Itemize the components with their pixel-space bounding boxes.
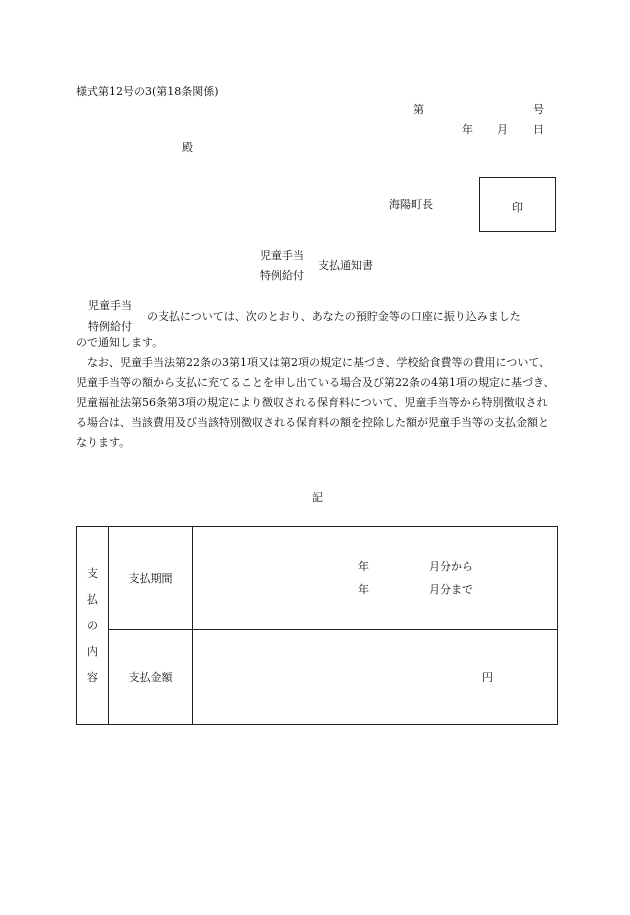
group-char: の xyxy=(87,618,98,632)
amount-value-cell xyxy=(193,630,558,725)
group-char: 払 xyxy=(87,592,98,606)
body-paragraph-2: なお、児童手当法第22条の3第1項又は第2項の規定に基づき、学校給食費等の費用について、児童手当等の額から支払に充てることを申し出ている場合及び第22条の4第1項の規定に基づき、児童福祉法第56条第3項の規定により徴収される保育料について、児童手当等から特別徴収される場合は、当該費用及び当該特別徴収される保育料の額を控除した額が児童手当等の支払金額となります。 xyxy=(76,356,555,449)
payment-details-table xyxy=(76,526,558,725)
number-suffix: 号 xyxy=(533,103,544,116)
body-paragraph-1-tail: の支払については、次のとおり、あなたの預貯金等の口座に振り込みました xyxy=(147,310,521,323)
form-reference: 様式第12号の3(第18条関係) xyxy=(76,85,219,98)
body-paragraph-1-end: ので通知します。 xyxy=(76,336,164,349)
number-prefix: 第 xyxy=(413,103,424,116)
seal-label: 印 xyxy=(512,201,523,214)
body-stack-line-2: 特例給付 xyxy=(88,320,132,333)
period-to-year: 年 xyxy=(358,583,369,596)
title-line-2: 特例給付 xyxy=(260,269,304,282)
addressee-honorific: 殿 xyxy=(182,141,193,154)
issuer-title: 海陽町長 xyxy=(389,198,433,211)
amount-row xyxy=(77,630,558,725)
ki-heading: 記 xyxy=(312,491,323,504)
date-month: 月 xyxy=(497,123,508,136)
date-year: 年 xyxy=(462,123,473,136)
group-char: 容 xyxy=(87,670,98,684)
date-day: 日 xyxy=(533,123,544,136)
period-label: 支払期間 xyxy=(109,527,193,630)
body-stack-line-1: 児童手当 xyxy=(88,299,132,312)
period-from-year: 年 xyxy=(358,560,369,573)
period-row xyxy=(77,527,558,630)
title-line-1: 児童手当 xyxy=(260,249,304,262)
group-char: 内 xyxy=(87,644,98,658)
group-char: 支 xyxy=(87,566,98,580)
amount-unit: 円 xyxy=(482,671,493,684)
period-from-month: 月分から xyxy=(429,560,473,573)
body-text xyxy=(76,333,558,453)
seal-box xyxy=(479,177,556,232)
period-value-cell xyxy=(193,527,558,630)
payment-content-group-cell xyxy=(77,527,109,725)
period-to-month: 月分まで xyxy=(429,583,473,596)
title-suffix: 支払通知書 xyxy=(318,259,373,272)
amount-label: 支払金額 xyxy=(109,630,193,725)
